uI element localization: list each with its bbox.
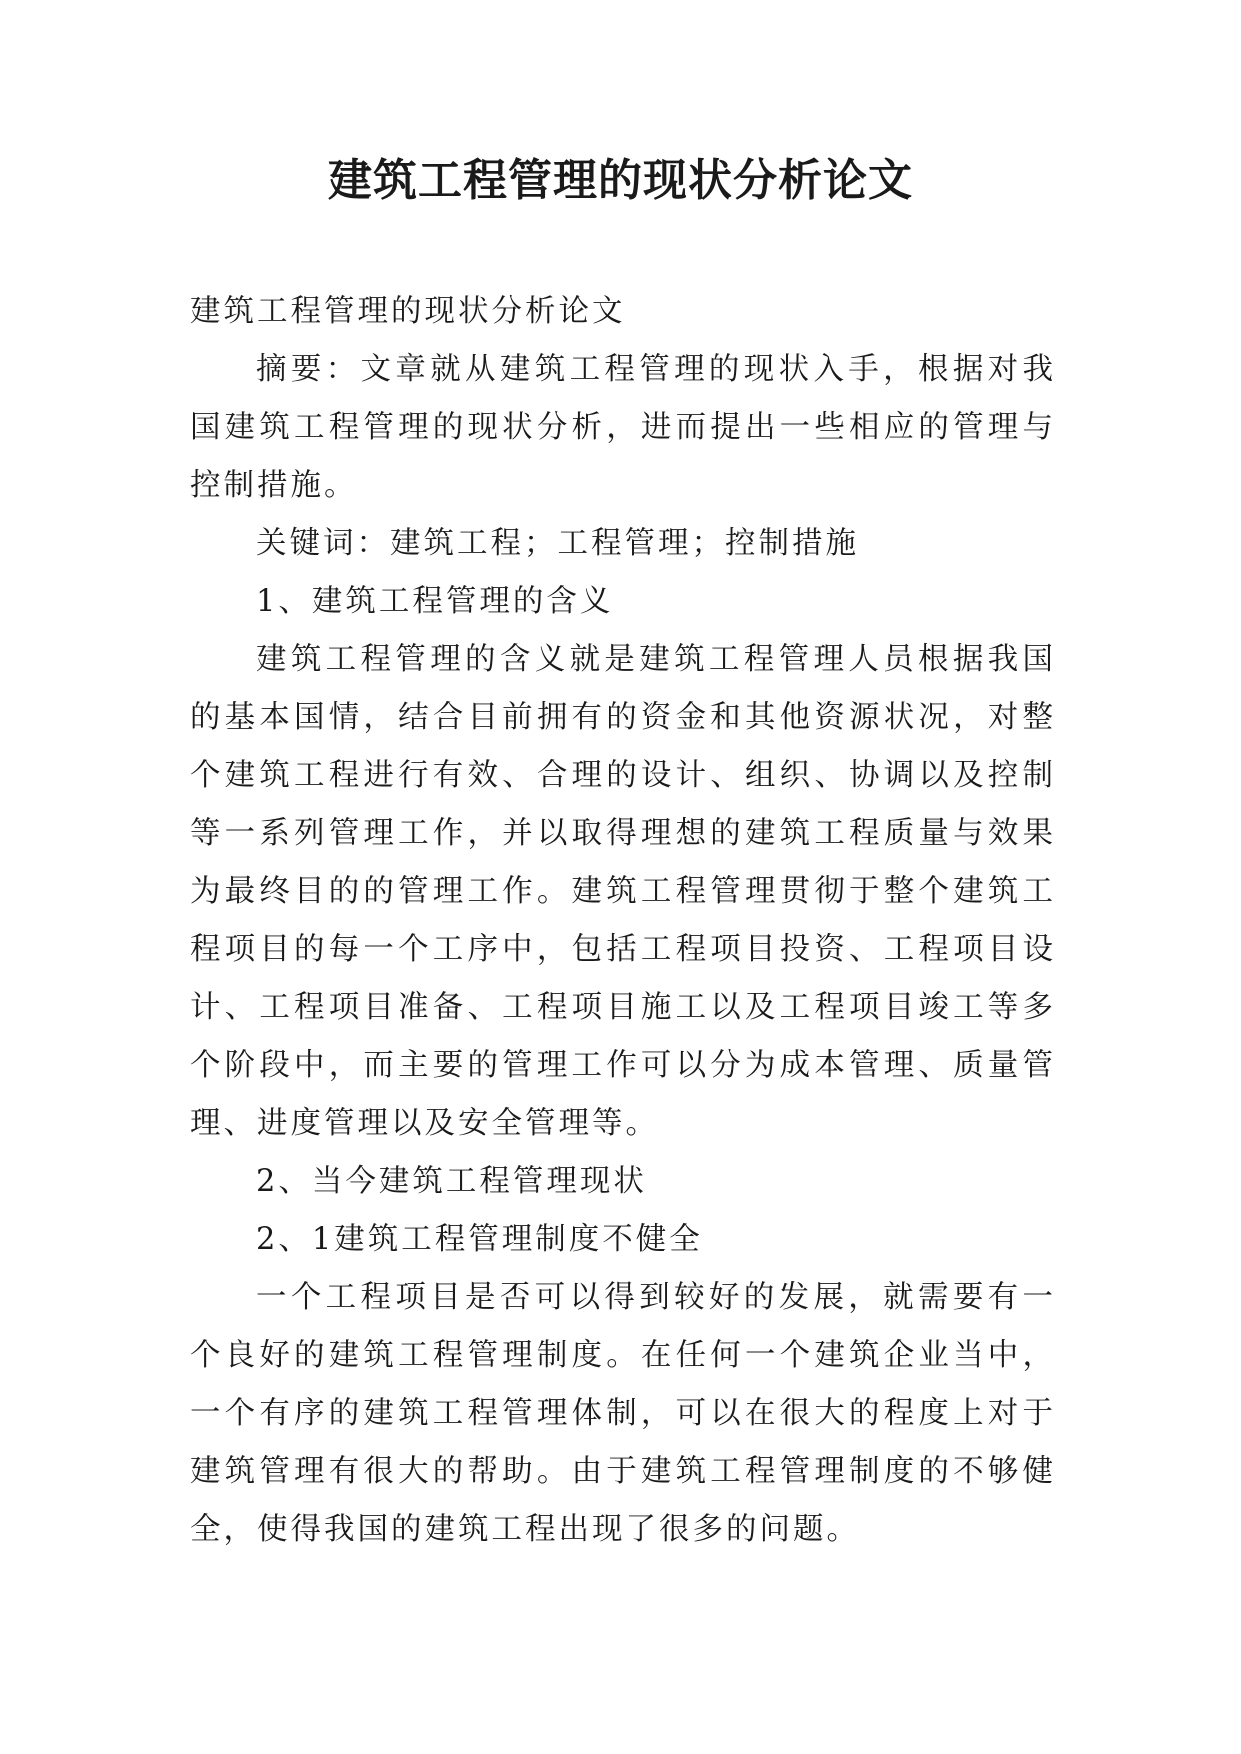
document-title: 建筑工程管理的现状分析论文 (328, 155, 913, 206)
section-heading-1: 1、建筑工程管理的含义 (256, 584, 614, 619)
document-body (190, 283, 1056, 1559)
section-heading-2: 2、当今建筑工程管理现状 (256, 1164, 647, 1199)
paragraph-body: 一个工程项目是否可以得到较好的发展，就需要有一个良好的建筑工程管理制度。在任何一个建筑企业当中，一个有序的建筑工程管理体制，可以在很大的程度上对于建筑管理有很大的帮助。由于建筑工程管理制度的不够健全，使得我国的建筑工程出现了很多的问题。 (190, 1280, 1056, 1547)
subsection-heading-2-1: 2、1建筑工程管理制度不健全 (256, 1222, 703, 1257)
paragraph-body: 建筑工程管理的含义就是建筑工程管理人员根据我国的基本国情，结合目前拥有的资金和其他资源状况，对整个建筑工程进行有效、合理的设计、组织、协调以及控制等一系列管理工作，并以取得理想的建筑工程质量与效果为最终目的的管理工作。建筑工程管理贯彻于整个建筑工程项目的每一个工序中，包括工程项目投资、工程项目设计、工程项目准备、工程项目施工以及工程项目竣工等多个阶段中，而主要的管理工作可以分为成本管理、质量管理、进度管理以及安全管理等。 (190, 642, 1056, 1141)
paragraph-keywords: 关键词：建筑工程；工程管理；控制措施 (256, 526, 859, 561)
paragraph-abstract: 摘要：文章就从建筑工程管理的现状入手，根据对我国建筑工程管理的现状分析，进而提出一些相应的管理与控制措施。 (190, 352, 1056, 503)
paragraph-heading-repeat: 建筑工程管理的现状分析论文 (190, 294, 626, 329)
